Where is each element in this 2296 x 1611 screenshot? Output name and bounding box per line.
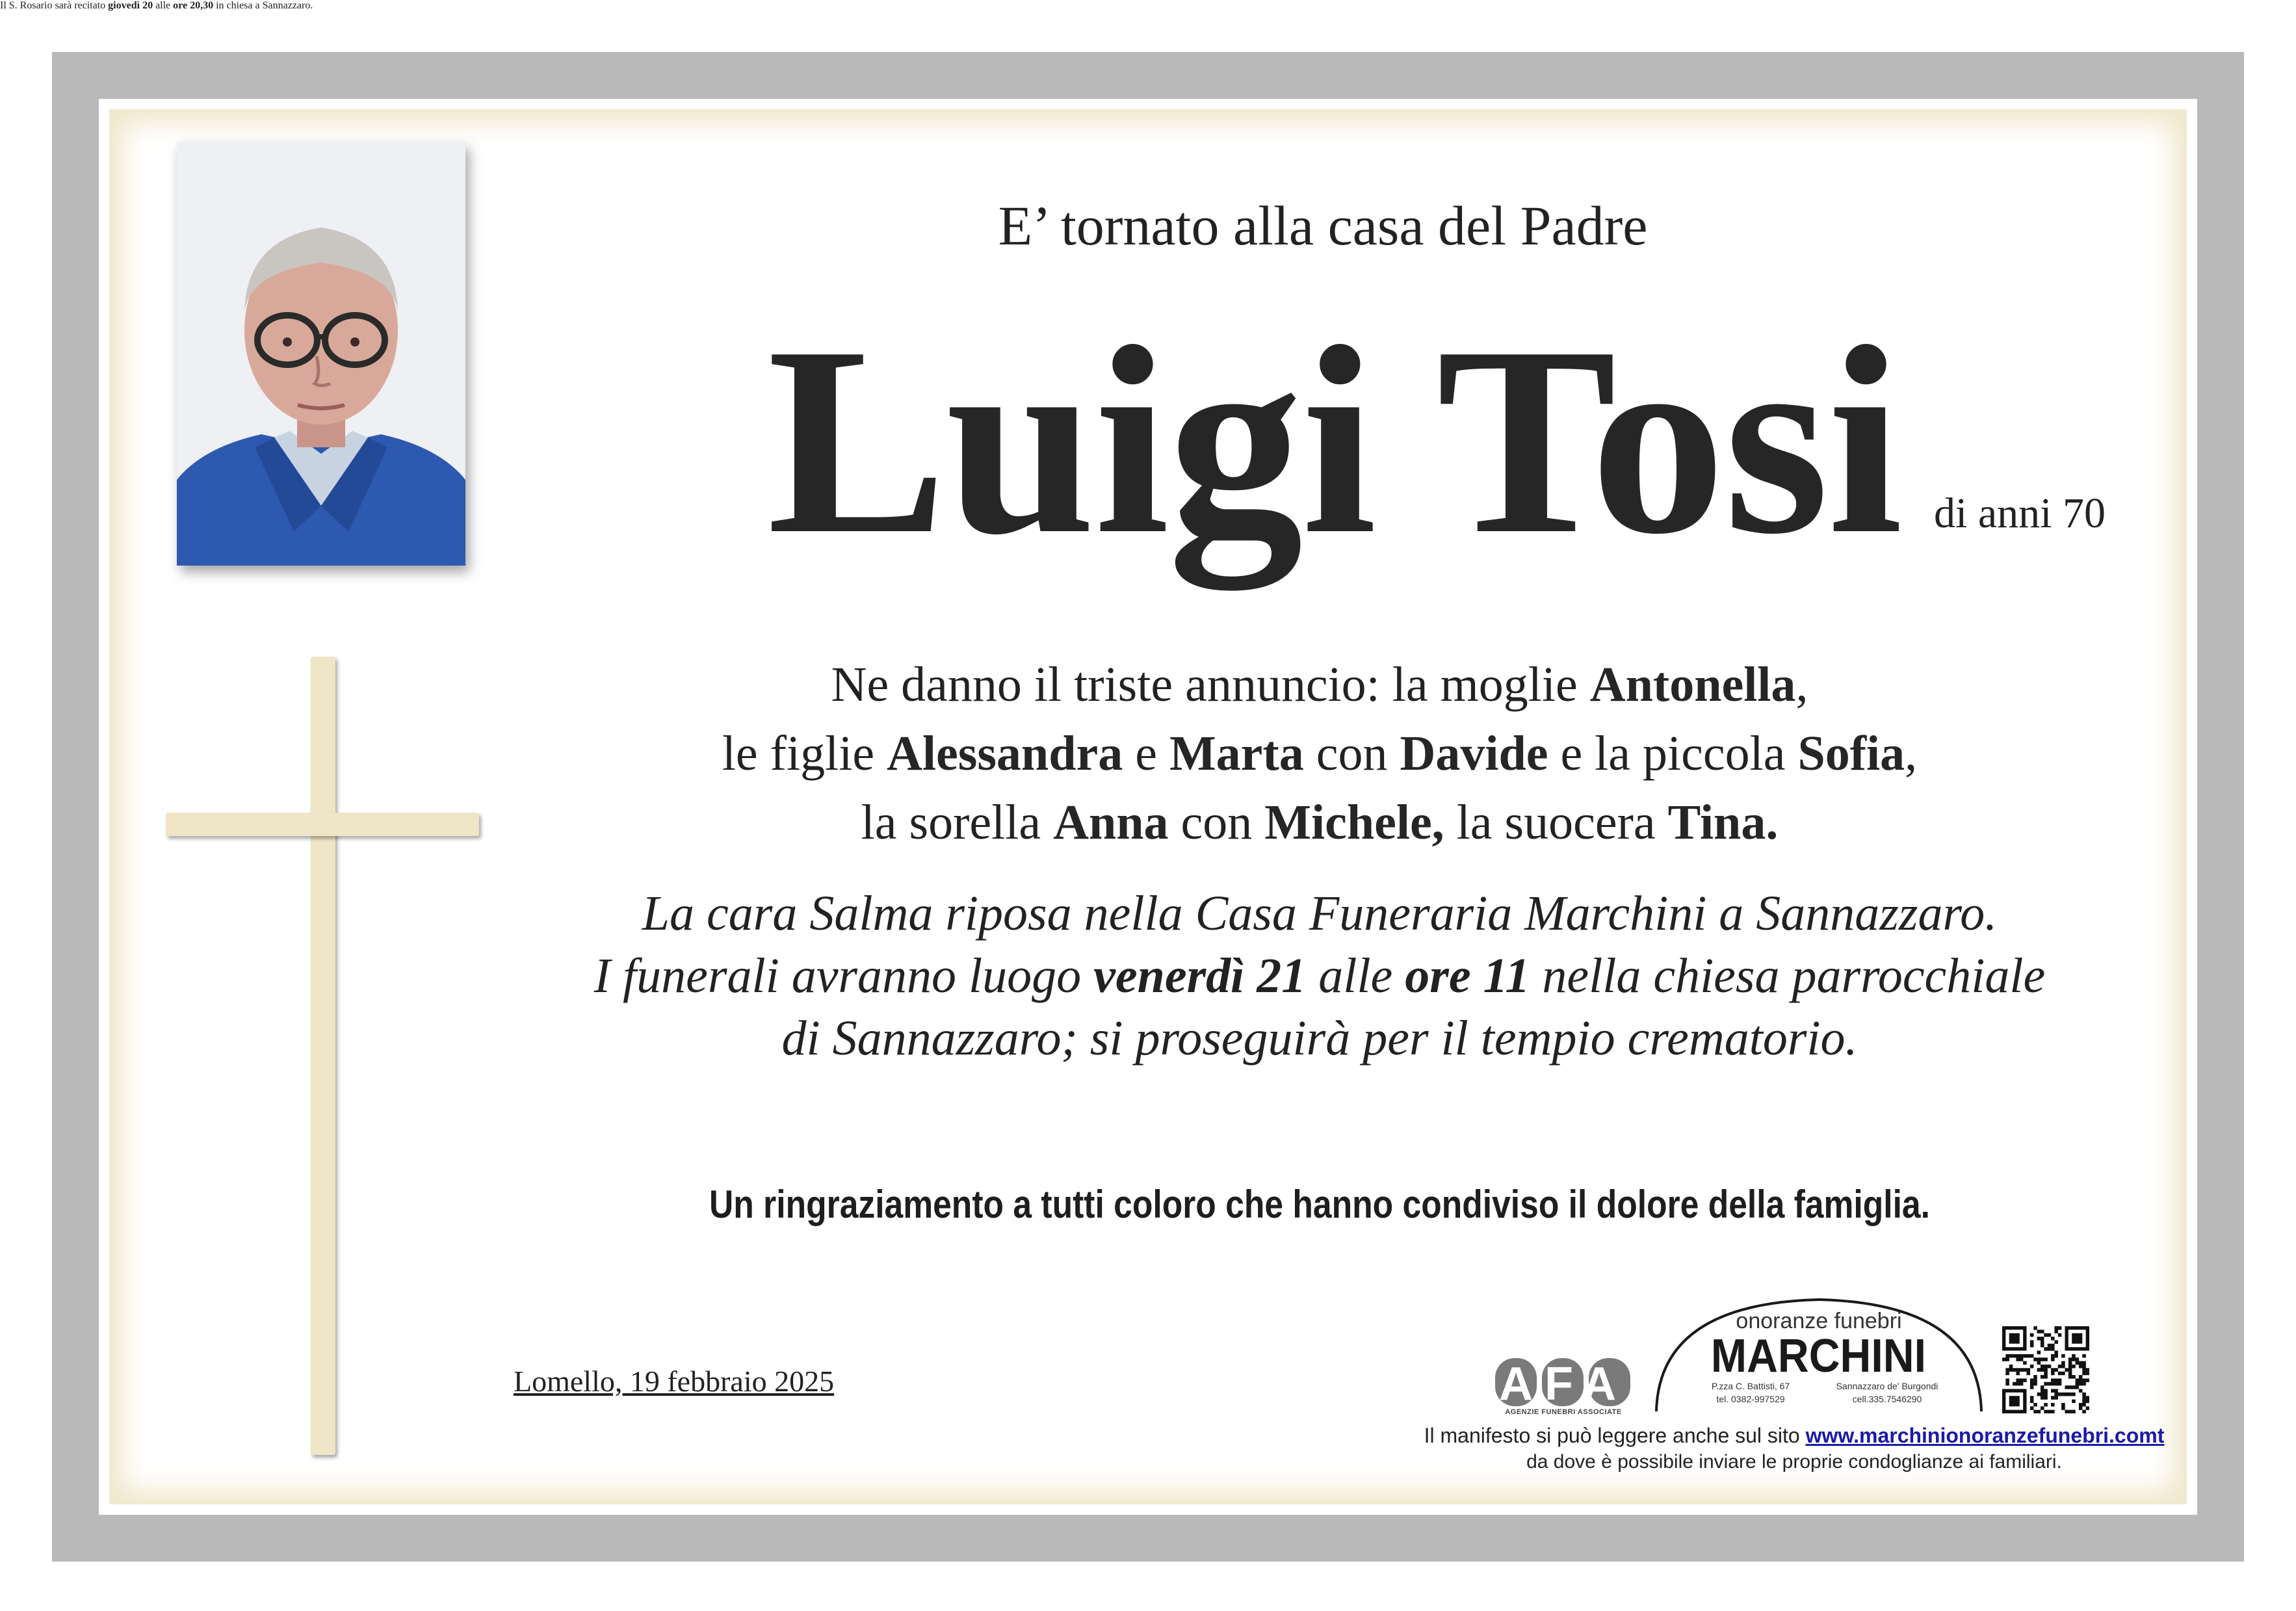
footer-line-1: Il manifesto si può leggere anche sul sito www.marchinionoranzefunebri.comt: [1424, 1424, 2165, 1447]
marchini-logo: [1650, 1290, 1988, 1414]
website-link[interactable]: www.marchinionoranzefunebri.comt: [1805, 1424, 2165, 1447]
family-line-2: le figlie Alessandra e Marta con Davide e la piccola Sofia,: [722, 726, 1918, 781]
funeral-info: [507, 882, 2132, 1069]
funeral-line-1: La cara Salma riposa nella Casa Funeraria Marchini a Sannazzaro.: [642, 886, 1998, 941]
portrait-photo: [177, 142, 465, 566]
thanks-line: Un ringraziamento a tutti coloro che hanno condiviso il dolore della famiglia.: [709, 1183, 1930, 1226]
marchini-address-1: P.zza C. Battisti, 67: [1711, 1381, 1790, 1391]
afa-logo: [1494, 1349, 1633, 1409]
marchini-name: MARCHINI: [1710, 1329, 1926, 1382]
rosary-info: Il S. Rosario sarà recitato giovedì 20 alle ore 20,30 in chiesa a Sannazzaro.: [0, 0, 313, 11]
marchini-phone-1: tel. 0382-997529: [1716, 1394, 1785, 1404]
marchini-address-2: Sannazzaro de' Burgondi: [1836, 1381, 1938, 1391]
afa-letters: AFA: [1499, 1358, 1628, 1409]
family-line-3: la sorella Anna con Michele, la suocera Tina.: [861, 795, 1779, 850]
marchini-phone-2: cell.335.7546290: [1852, 1394, 1922, 1404]
cross-bar: [166, 813, 479, 836]
cross-icon: [311, 657, 335, 1455]
age-label: di anni 70: [1934, 490, 2106, 537]
family-announcement: [507, 650, 2132, 857]
intro-line: E’ tornato alla casa del Padre: [998, 194, 1648, 257]
funeral-line-3: di Sannazzaro; si proseguirà per il tempio crematorio.: [781, 1011, 1858, 1066]
place-date: Lomello, 19 febbraio 2025: [514, 1365, 835, 1398]
family-line-1: Ne danno il triste annuncio: la moglie Antonella,: [831, 657, 1808, 712]
qr-code-icon[interactable]: [2002, 1326, 2089, 1413]
afa-subtitle: AGENZIE FUNEBRI ASSOCIATE: [1505, 1408, 1622, 1416]
deceased-name: Luigi Tosi: [767, 291, 1901, 590]
portrait-illustration: [177, 142, 465, 566]
footer-line-2: da dove è possibile inviare le proprie condoglianze ai familiari.: [1526, 1451, 2062, 1473]
funeral-line-2: I funerali avranno luogo venerdì 21 alle ore 11 nella chiesa parrocchiale: [594, 949, 2046, 1003]
marchini-tagline: onoranze funebri: [1736, 1309, 1902, 1333]
